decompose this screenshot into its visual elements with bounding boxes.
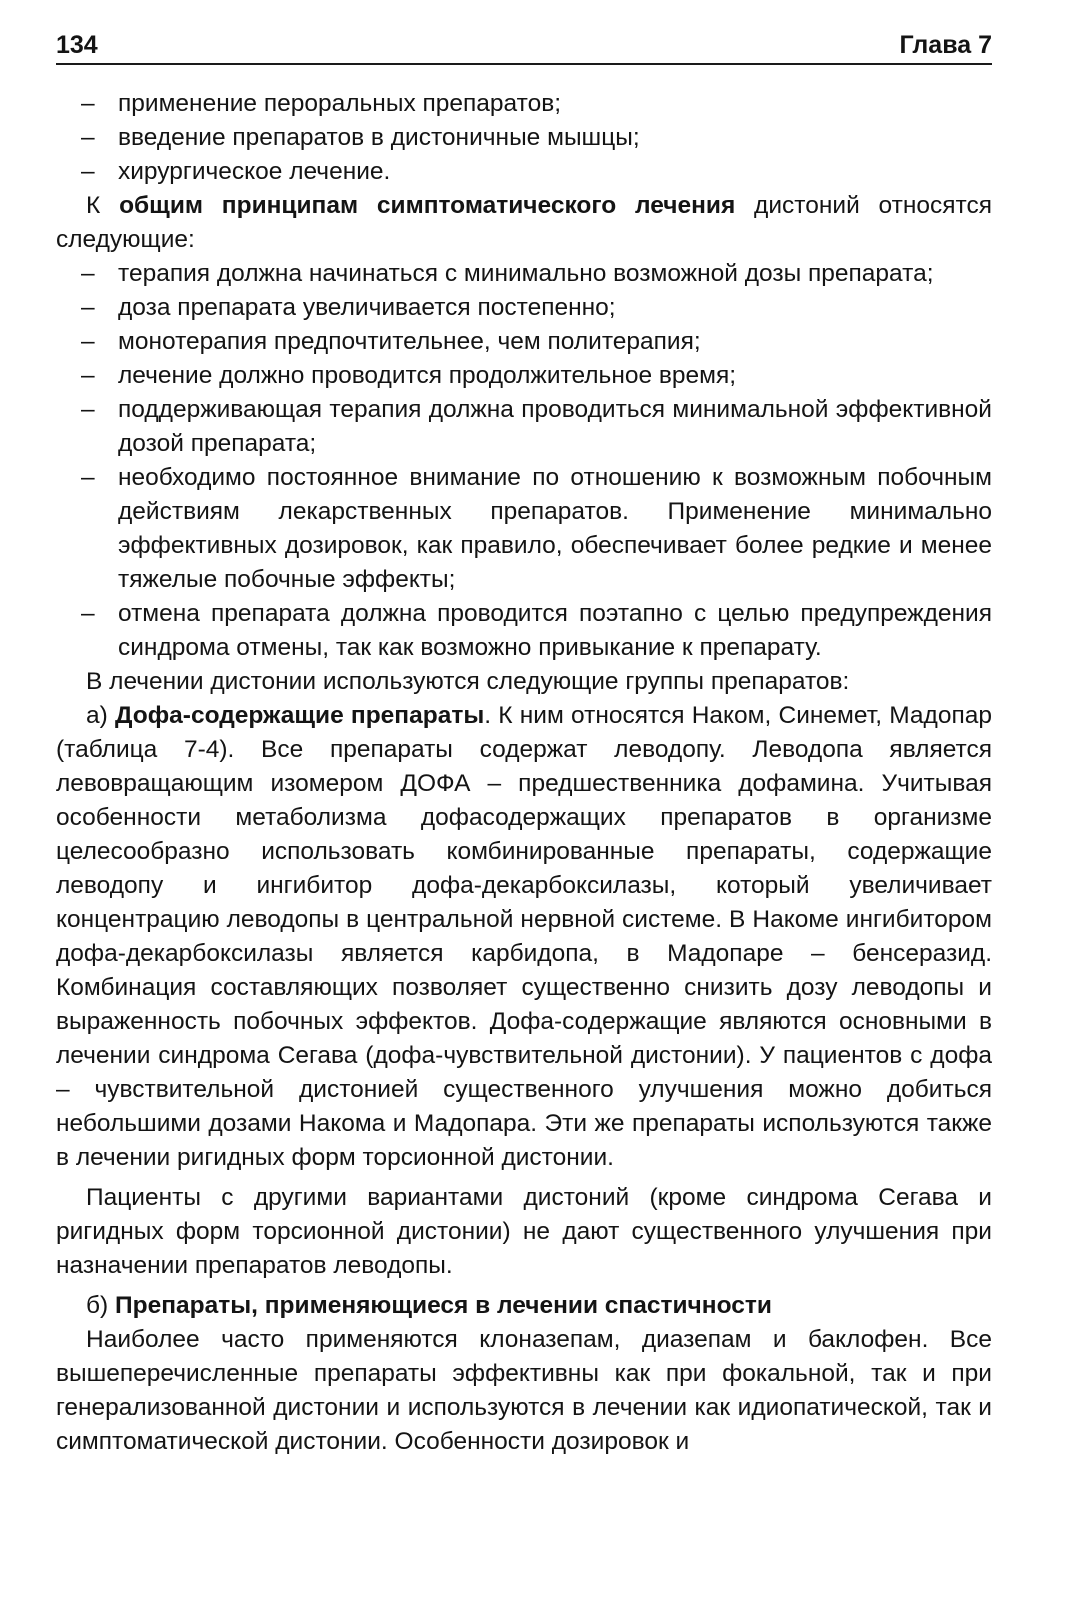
list-item <box>56 291 992 325</box>
list-item-text: введение препаратов в дистоничные мышцы; <box>118 124 640 151</box>
principles-list <box>56 257 992 665</box>
methods-list <box>56 87 992 189</box>
list-item-text: доза препарата увеличивается постепенно; <box>118 294 616 321</box>
list-item <box>56 461 992 597</box>
list-item <box>56 155 992 189</box>
bold-term: Дофа-содержащие препараты <box>115 702 485 729</box>
list-item <box>56 393 992 461</box>
dash-marker: – <box>81 124 95 151</box>
list-item-text: терапия должна начинаться с минимально возможной дозы препарата; <box>118 260 934 287</box>
paragraph-text: дистоний относятся следующие: <box>56 192 992 253</box>
dash-marker: – <box>81 328 95 355</box>
chapter-title: Глава 7 <box>899 31 992 59</box>
principles-intro-paragraph <box>56 189 992 257</box>
other-dystonia-paragraph: Пациенты с другими вариантами дистоний (кроме синдрома Сегава и ригидных форм торсионной дистонии) не дают существенного улучшения при назначении препаратов леводопы. <box>56 1184 992 1279</box>
dash-marker: – <box>81 260 95 287</box>
paragraph-prefix: К <box>86 192 120 219</box>
list-item <box>56 325 992 359</box>
list-item <box>56 87 992 121</box>
dash-marker: – <box>81 90 95 117</box>
list-item <box>56 257 992 291</box>
list-item-text: монотерапия предпочтительнее, чем политерапия; <box>118 328 701 355</box>
drug-groups-intro-paragraph: В лечении дистонии используются следующие группы препаратов: <box>86 668 850 695</box>
list-item-text: лечение должно проводится продолжительное время; <box>118 362 737 389</box>
list-item <box>56 597 992 665</box>
list-item-text: применение пероральных препаратов; <box>118 90 562 117</box>
dash-marker: – <box>81 600 95 627</box>
spasticity-heading <box>56 1289 992 1323</box>
paragraph-text: . К ним относятся Наком, Синемет, Мадопар (таблица 7-4). Все препараты содержат леводопу. Леводопа является левовращающим изомером ДОФА – предшественника дофамина. Учитывая особенности метаболизма дофасодержащих препаратов в организме целесообразно использовать комбинированные препараты, содержащие леводопу и ингибитор дофа-декарбоксилазы, который увеличивает концентрацию леводопы в центральной нервной системе. В Накоме ингибитором дофа-декарбоксилазы является карбидопа, в Мадопаре – бенсеразид. Комбинация составляющих позволяет существенно снизить дозу леводопы и выраженность побочных эффектов. Дофа-содержащие являются основными в лечении синдрома Сегава (дофа-чувствительной дистонии). У пациентов с дофа – чувствительной дистонией существенного улучшения можно добиться небольшими дозами Накома и Мадопара. Эти же препараты используются также в лечении ригидных форм торсионной дистонии. <box>56 702 992 1171</box>
dash-marker: – <box>81 294 95 321</box>
list-item-text: отмена препарата должна проводится поэтапно с целью предупреждения синдрома отмены, так как возможно привыкание к препарату. <box>118 600 992 661</box>
page-body <box>56 87 992 1459</box>
list-item-text: необходимо постоянное внимание по отношению к возможным побочным действиям лекарственных препаратов. Применение минимально эффективных дозировок, как правило, обеспечивает более редкие и менее тяжелые побочные эффекты; <box>118 464 992 593</box>
dash-marker: – <box>81 158 95 185</box>
paragraph-prefix: а) <box>86 702 116 729</box>
dash-marker: – <box>81 362 95 389</box>
bold-term: общим принципам симптоматического лечения <box>119 192 736 219</box>
page-number: 134 <box>56 31 98 59</box>
paragraph-prefix: б) <box>86 1292 115 1319</box>
list-item-text: поддерживающая терапия должна проводиться минимальной эффективной дозой препарата; <box>118 396 992 457</box>
bold-term: Препараты, применяющиеся в лечении спастичности <box>115 1292 772 1319</box>
spasticity-drugs-paragraph: Наиболее часто применяются клоназепам, диазепам и баклофен. Все вышеперечисленные препараты эффективны как при фокальной, так и при генерализованной дистонии и используются в лечении как идиопатической, так и симптоматической дистонии. Особенности дозировок и <box>56 1326 992 1455</box>
list-item <box>56 121 992 155</box>
dopa-drugs-paragraph <box>56 699 992 1175</box>
book-page <box>56 30 992 1459</box>
list-item <box>56 359 992 393</box>
dash-marker: – <box>81 396 95 423</box>
dash-marker: – <box>81 464 95 491</box>
list-item-text: хирургическое лечение. <box>118 158 391 185</box>
page-header <box>56 30 992 65</box>
